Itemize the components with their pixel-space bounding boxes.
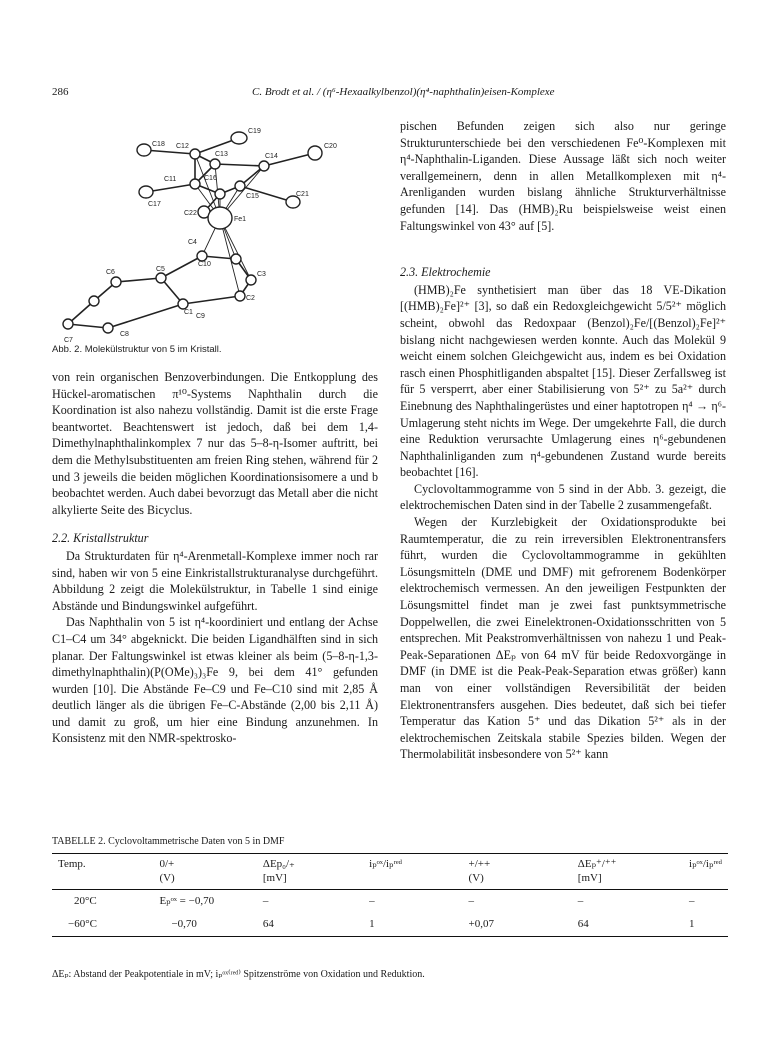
header-cell: 0/+ (V)	[159, 858, 175, 884]
right-column	[400, 118, 726, 763]
atom-label: C3	[257, 271, 266, 278]
table-row	[52, 913, 728, 937]
atom-label: C13	[215, 151, 228, 158]
atom-label: C16	[204, 175, 217, 182]
atom-label: C19	[248, 128, 261, 135]
table-cell: –	[369, 895, 375, 907]
atom-label: Fe1	[234, 216, 247, 223]
table-title: TABELLE 2. Cyclovoltammetrische Daten von 5 in DMF	[52, 836, 285, 847]
atom-label: C22	[184, 210, 197, 217]
table-cell: 20°C	[74, 895, 97, 907]
atom-label: C15	[246, 193, 259, 200]
header-cell: ΔEₚ⁺/⁺⁺ [mV]	[577, 858, 617, 884]
table-header-row	[52, 854, 728, 890]
header-cell: iₚᵒˣ/iₚʳᵉᵈ	[369, 858, 403, 870]
right-paragraph-4: Wegen der Kurzlebigkeit der Oxidationsprodukte bei Raumtemperatur, die zu rein irreversiblen Elektronentransfers führt, wurden die Cyclovoltammogramme in gekühlten Lösungsmitteln (DME und DMF) mit gefrorenem Bodenkörper elektrochemisch vermessen. An den jeweiligen Festpunkten der Lösungsmittel findet man je zwei fast punktsymmetrische Doppelwellen, die zwei Einelektronen-Oxidationsschritten von 5 entsprechen. Mit Peakstromverhältnissen von nahezu 1 und Peak-Peak-Separationen ΔEₚ von 64 mV für beide Redoxvorgänge in DMF (in DME ist die Peak-Peak-Separation etwas größer) kann man von einer vollständigen Reversibilität der beiden Elektronentransfers ausgehen. Dies bedeutet, daß sich bei tiefer Temperatur das Kation 5⁺ und das Dikation 5²⁺ als in der elektrochemischen Zeitskala stabile Spezies bilden. Wegen der Thermolabilität insbesondere von 5²⁺ kann	[400, 515, 726, 762]
left-paragraph-2: Da Strukturdaten für η⁴-Arenmetall-Komplexe immer noch rar sind, haben wir von 5 eine Einkristallstrukturanalyse durchgeführt. Abbildung 2 zeigt die Molekülstruktur, in Tabelle 1 sind einige Abstände und Bindungswinkel aufgeführt.	[52, 548, 378, 613]
left-paragraph-3: Das Naphthalin von 5 ist η⁴-koordiniert und entlang der Achse C1–C4 um 34° abgeknickt. Die beiden Ligandhälften sind in sich planar. Der Faltungswinkel ist etwas kleiner als beim (5–8-η-1,3-dimethylnaphthalin)(P(OMe)₃)₃Fe 9, bei dem 41° gefunden wurden [10]. Die Abstände Fe–C9 und Fe–C10 sind mit 2,85 Å deutlich länger als die übrigen Fe–C-Abstände (2,00 bis 2,11 Å) und damit zu groß, um hier eine Bindung anzunehmen. In Konsistenz mit den NMR-spektrosko-	[52, 615, 378, 746]
header-cell: Temp.	[58, 858, 86, 870]
molecule-drawing	[52, 118, 378, 346]
table-cell: −0,70	[171, 918, 197, 930]
page-header	[52, 86, 728, 104]
atom-label: C5	[156, 266, 165, 273]
table-cell: 1	[689, 918, 695, 930]
right-paragraph-3: Cyclovoltammogramme von 5 sind in der Abb. 3. gezeigt, die elektrochemischen Daten sind in der Tabelle 2 zusammengefaßt.	[400, 481, 726, 513]
table-cell: Eₚᵒˣ = −0,70	[159, 895, 215, 907]
table-cell: +0,07	[468, 918, 495, 930]
atom-label: C21	[296, 191, 309, 198]
figure-caption: Abb. 2. Molekülstruktur von 5 im Kristall.	[52, 344, 222, 355]
atom-label: C7	[64, 337, 73, 344]
atom-label: C4	[188, 239, 197, 246]
atom-label: C18	[152, 141, 165, 148]
right-paragraph-2: (HMB)₂Fe synthetisiert man über das 18 VE-Dikation [(HMB)₂Fe]²⁺ [3], so daß ein Redoxgleichgewicht 5/5²⁺ möglich scheint, obwohl das Redoxpaar (Benzol)₂Fe/[(Benzol)₂Fe]²⁺ bislang nicht nachgewiesen werden konnte. Auch das Molekül 9 weicht einem solchen Gleichgewicht aus, indem es bei Oxidation rasch einen Phosphitliganden abspaltet [15]. Dieser Zerfallsweg ist für 5 versperrt, aber einer Stabilisierung von 5²⁺ zu 5a²⁺ durch Einebnung des Naphthalingerüstes und einer haptotropen η⁴ → η⁶-Umlagerung steht nichts im Wege. Der umgekehrte Fall, die durch eine Reduktion verursachte Umlagerung eines η⁶-gebundenen Naphthalinliganden zum η⁴-gebundenen Zustand wurde bereits beobachtet [16].	[400, 282, 726, 480]
atom-label: C17	[148, 201, 161, 208]
section-heading-kristallstruktur: 2.2. Kristallstruktur	[52, 531, 149, 546]
table-cell: –	[468, 895, 475, 907]
table-container	[52, 853, 728, 937]
table-cell: 64	[577, 918, 589, 930]
right-paragraph-1: pischen Befunden zeigen sich also nur geringe Strukturunterschiede bei den verschiedenen Fe⁰-Komplexen mit η⁴-Naphthalin-Liganden. Diese Aussage läßt sich noch weiter verallgemeinern, denn in allen Metallkomplexen mit η⁴-Arenliganden wurden bislang ähnliche Strukturverhältnisse gefunden [14]. Das (HMB)₂Ru beispielsweise weist einen Faltungswinkel von 43° auf [5].	[400, 119, 726, 233]
atom-label: C14	[265, 153, 278, 160]
atom-label: C1	[184, 309, 193, 316]
header-cell: +/++ (V)	[468, 858, 491, 884]
table-cell: −60°C	[68, 918, 97, 930]
left-column	[52, 369, 378, 747]
atom-label: C10	[198, 261, 211, 268]
table-row	[52, 890, 728, 914]
atom-label: C20	[324, 143, 337, 150]
molecular-structure-figure	[52, 118, 378, 346]
table-cell: 1	[369, 918, 375, 930]
table-cell: –	[689, 895, 695, 907]
section-heading-elektrochemie: 2.3. Elektrochemie	[400, 265, 491, 280]
atom-label: C9	[196, 313, 205, 320]
page-number: 286	[52, 86, 69, 98]
running-head: C. Brodt et al. / (η⁶-Hexaalkylbenzol)(η⁴-naphthalin)eisen-Komplexe	[252, 86, 555, 98]
atom-label: C8	[120, 331, 129, 338]
atom-label: C6	[106, 269, 115, 276]
cv-data-table	[52, 853, 728, 937]
table-cell: 64	[262, 918, 274, 930]
table-cell: –	[577, 895, 584, 907]
table-cell: –	[262, 895, 269, 907]
header-cell: iₚᵒˣ/iₚʳᵉᵈ	[689, 858, 722, 870]
atom-label: C11	[164, 176, 177, 183]
header-cell: ΔEp₀/₊ [mV]	[262, 858, 295, 884]
atom-label: C2	[246, 295, 255, 302]
left-paragraph-1: von rein organischen Benzoverbindungen. Die Entkopplung des Hückel-aromatischen π¹⁰-Systems Naphthalin durch die Koordination ist also nahezu vollständig. Damit ist die erste Frage beantwortet. Beachtenswert ist jedoch, daß bei dem 1,4-Dimethylnaphthalinkomplex 7 nur das 5–8-η-Isomer auftritt, bei dem die Methylsubstituenten am freien Ring stehen, während für 2 und 3 jeweils die beiden möglichen Koordinationsisomere a und b beobachtet werden. Auch dabei bevorzugt das Metall aber die nicht alkylierte Seite des Bicyclus.	[52, 370, 378, 517]
table-footnote: ΔEₚ: Abstand der Peakpotentiale in mV; iₚᵒˣ⁽ʳᵉᵈ⁾ Spitzenströme von Oxidation und Reduktion.	[52, 969, 425, 980]
atom-label: C12	[176, 143, 189, 150]
